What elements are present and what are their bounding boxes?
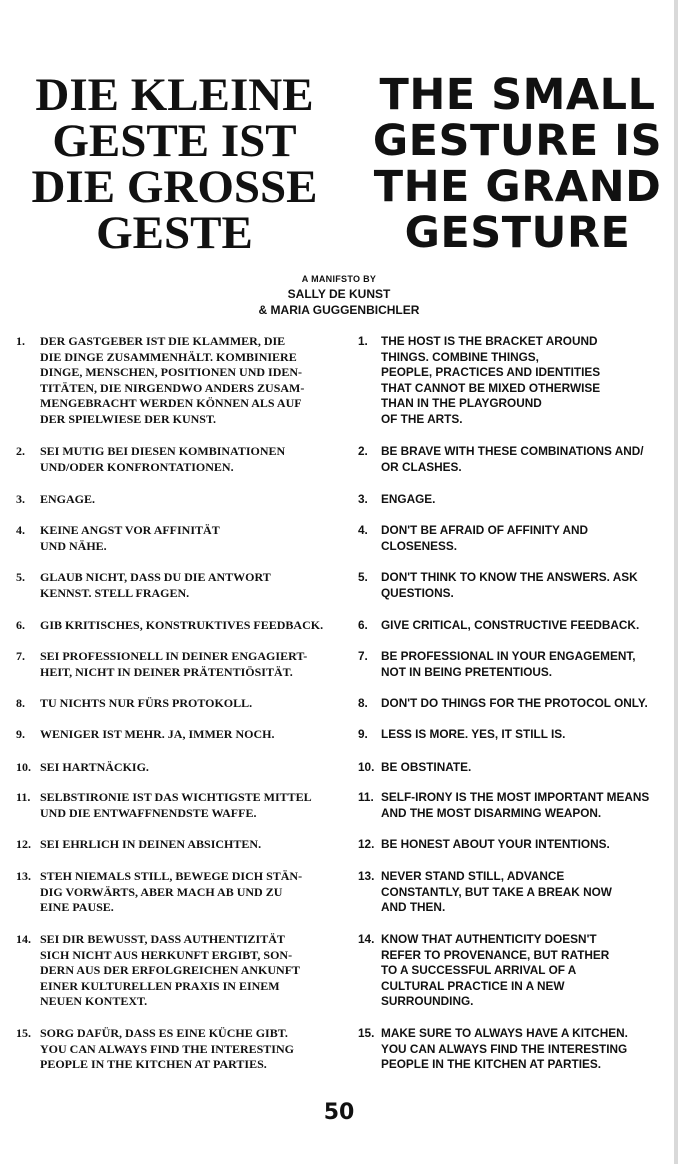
manifesto-item-english xyxy=(358,790,674,821)
manifesto-item-german xyxy=(16,696,346,712)
manifesto-item-english xyxy=(358,932,674,1010)
item-number: 13. xyxy=(16,869,31,883)
title-german-line: DIE GROSSE xyxy=(31,161,318,213)
manifesto-item-english xyxy=(358,649,674,680)
item-number: 13. xyxy=(358,869,375,883)
manifesto-item-english xyxy=(358,696,674,712)
item-number: 11. xyxy=(16,790,31,804)
manifesto-item-english xyxy=(358,837,674,853)
item-number: 6. xyxy=(16,618,25,632)
item-text: LESS IS MORE. YES, IT STILL IS. xyxy=(381,727,566,741)
manifesto-item-german xyxy=(16,334,346,427)
manifesto-item-english xyxy=(358,492,674,508)
item-number: 7. xyxy=(358,649,368,663)
item-text: SEI HARTNÄCKIG. xyxy=(40,760,149,774)
manifesto-item-english xyxy=(358,523,674,554)
manifesto-item-english xyxy=(358,570,674,601)
item-number: 10. xyxy=(16,760,31,774)
item-text: DON'T DO THINGS FOR THE PROTOCOL ONLY. xyxy=(381,696,648,710)
item-text: SEI EHRLICH IN DEINEN ABSICHTEN. xyxy=(40,837,262,851)
item-number: 9. xyxy=(16,727,25,741)
item-number: 3. xyxy=(16,492,25,506)
page-edge xyxy=(674,0,678,1164)
item-number: 12. xyxy=(358,837,375,851)
item-number: 2. xyxy=(16,444,25,458)
item-text: GIB KRITISCHES, KONSTRUKTIVES FEEDBACK. xyxy=(40,618,324,632)
item-number: 1. xyxy=(358,334,368,348)
item-text: BE PROFESSIONAL IN YOUR ENGAGEMENT, NOT IN BEING PRETENTIOUS. xyxy=(381,649,636,679)
title-english-line: GESTURE IS xyxy=(372,116,663,166)
manifesto-item-german xyxy=(16,837,346,853)
byline-intro: A MANIFSTO BY xyxy=(301,274,377,284)
item-text: SELF-IRONY IS THE MOST IMPORTANT MEANS AND THE MOST DISARMING WEAPON. xyxy=(381,790,650,820)
title-german xyxy=(22,69,327,259)
item-number: 1. xyxy=(16,334,25,348)
item-number: 14. xyxy=(16,932,31,946)
item-text: GLAUB NICHT, DASS DU DIE ANTWORT KENNST. STELL FRAGEN. xyxy=(40,570,271,600)
byline xyxy=(0,272,678,318)
item-text: SELBSTIRONIE IST DAS WICHTIGSTE MITTEL UND DIE ENTWAFFNENDSTE WAFFE. xyxy=(40,790,312,820)
item-text: DER GASTGEBER IST DIE KLAMMER, DIE DIE DINGE ZUSAMMENHÄLT. KOMBINIERE DINGE, MENSCHEN, POSITIONEN UND IDEN- TITÄTEN, DIE NIRGENDWO ANDERS ZUSAM- MENGEBRACHT WERDEN KÖNNEN ALS AUF DER SPIELWIESE DER KUNST. xyxy=(40,334,305,426)
item-text: ENGAGE. xyxy=(40,492,96,506)
title-english-line: GESTURE xyxy=(404,208,631,258)
manifesto-item-german xyxy=(16,523,346,554)
item-number: 5. xyxy=(358,570,368,584)
manifesto-item-german xyxy=(16,727,346,743)
manifesto-item-english xyxy=(358,618,674,634)
manifesto-item-german xyxy=(16,932,346,1010)
item-text: BE HONEST ABOUT YOUR INTENTIONS. xyxy=(381,837,610,851)
item-number: 4. xyxy=(358,523,368,537)
item-number: 15. xyxy=(358,1026,375,1040)
manifesto-item-german xyxy=(16,618,346,634)
manifesto-item-german xyxy=(16,649,346,680)
manifesto-item-german xyxy=(16,869,346,916)
item-number: 15. xyxy=(16,1026,31,1040)
item-text: TU NICHTS NUR FÜRS PROTOKOLL. xyxy=(40,696,253,710)
item-text: THE HOST IS THE BRACKET AROUND THINGS. COMBINE THINGS, PEOPLE, PRACTICES AND IDENTITIES THAT CANNOT BE MIXED OTHERWISE THAN IN THE PLAYGROUND OF THE ARTS. xyxy=(381,334,601,426)
title-german-line: DIE KLEINE xyxy=(35,69,314,121)
byline-author: SALLY DE KUNST xyxy=(287,287,391,301)
item-text: MAKE SURE TO ALWAYS HAVE A KITCHEN. YOU CAN ALWAYS FIND THE INTERESTING PEOPLE IN THE KITCHEN AT PARTIES. xyxy=(381,1026,628,1071)
byline-author: & MARIA GUGGENBICHLER xyxy=(258,303,420,317)
title-english-line: THE GRAND xyxy=(373,162,662,212)
manifesto-item-english xyxy=(358,444,674,475)
item-text: KEINE ANGST VOR AFFINITÄT UND NÄHE. xyxy=(40,523,220,553)
item-text: SEI DIR BEWUSST, DASS AUTHENTIZITÄT SICH NICHT AUS HERKUNFT ERGIBT, SON- DERN AUS DER ERFOLGREICHEN ANKUNFT EINER KULTURELLEN PRAXIS IN EINEM NEUEN KONTEXT. xyxy=(40,932,301,1008)
item-number: 4. xyxy=(16,523,25,537)
manifesto-item-english xyxy=(358,760,674,776)
title-english-line: THE SMALL xyxy=(379,70,656,120)
item-text: DON'T THINK TO KNOW THE ANSWERS. ASK QUESTIONS. xyxy=(381,570,638,600)
title-german-line: GESTE IST xyxy=(52,115,297,167)
item-number: 2. xyxy=(358,444,368,458)
item-number: 8. xyxy=(358,696,368,710)
item-text: DON'T BE AFRAID OF AFFINITY AND CLOSENESS. xyxy=(381,523,589,553)
item-text: STEH NIEMALS STILL, BEWEGE DICH STÄN- DIG VORWÄRTS, ABER MACH AB UND ZU EINE PAUSE. xyxy=(40,869,303,914)
item-text: WENIGER IST MEHR. JA, IMMER NOCH. xyxy=(40,727,275,741)
item-number: 8. xyxy=(16,696,25,710)
item-text: SORG DAFÜR, DASS ES EINE KÜCHE GIBT. YOU CAN ALWAYS FIND THE INTERESTING PEOPLE IN THE KITCHEN AT PARTIES. xyxy=(40,1026,294,1071)
manifesto-item-german xyxy=(16,760,346,776)
title-english xyxy=(370,72,665,256)
page-number: 50 xyxy=(323,1100,355,1125)
title-german-line: GESTE xyxy=(96,207,253,259)
item-number: 14. xyxy=(358,932,375,946)
item-text: KNOW THAT AUTHENTICITY DOESN'T REFER TO PROVENANCE, BUT RATHER TO A SUCCESSFUL ARRIVAL OF A CULTURAL PRACTICE IN A NEW SURROUNDING. xyxy=(381,932,610,1008)
manifesto-item-german xyxy=(16,1026,346,1073)
item-number: 12. xyxy=(16,837,31,851)
item-number: 7. xyxy=(16,649,25,663)
item-number: 6. xyxy=(358,618,368,632)
item-number: 3. xyxy=(358,492,368,506)
manifesto-item-english xyxy=(358,869,674,916)
item-number: 9. xyxy=(358,727,368,741)
item-text: SEI MUTIG BEI DIESEN KOMBINATIONEN UND/ODER KONFRONTATIONEN. xyxy=(40,444,286,474)
manifesto-item-german xyxy=(16,570,346,601)
item-text: SEI PROFESSIONELL IN DEINER ENGAGIERT- HEIT, NICHT IN DEINER PRÄTENTIÖSITÄT. xyxy=(40,649,308,679)
item-text: NEVER STAND STILL, ADVANCE CONSTANTLY, BUT TAKE A BREAK NOW AND THEN. xyxy=(381,869,612,914)
item-text: ENGAGE. xyxy=(381,492,436,506)
manifesto-item-english xyxy=(358,334,674,427)
manifesto-item-english xyxy=(358,727,674,743)
item-number: 5. xyxy=(16,570,25,584)
item-text: BE OBSTINATE. xyxy=(381,760,472,774)
manifesto-item-german xyxy=(16,790,346,821)
item-number: 10. xyxy=(358,760,375,774)
manifesto-item-german xyxy=(16,492,346,508)
manifesto-item-english xyxy=(358,1026,674,1073)
item-text: GIVE CRITICAL, CONSTRUCTIVE FEEDBACK. xyxy=(381,618,640,632)
manifesto-item-german xyxy=(16,444,346,475)
item-text: BE BRAVE WITH THESE COMBINATIONS AND/ OR CLASHES. xyxy=(381,444,644,474)
item-number: 11. xyxy=(358,790,374,804)
